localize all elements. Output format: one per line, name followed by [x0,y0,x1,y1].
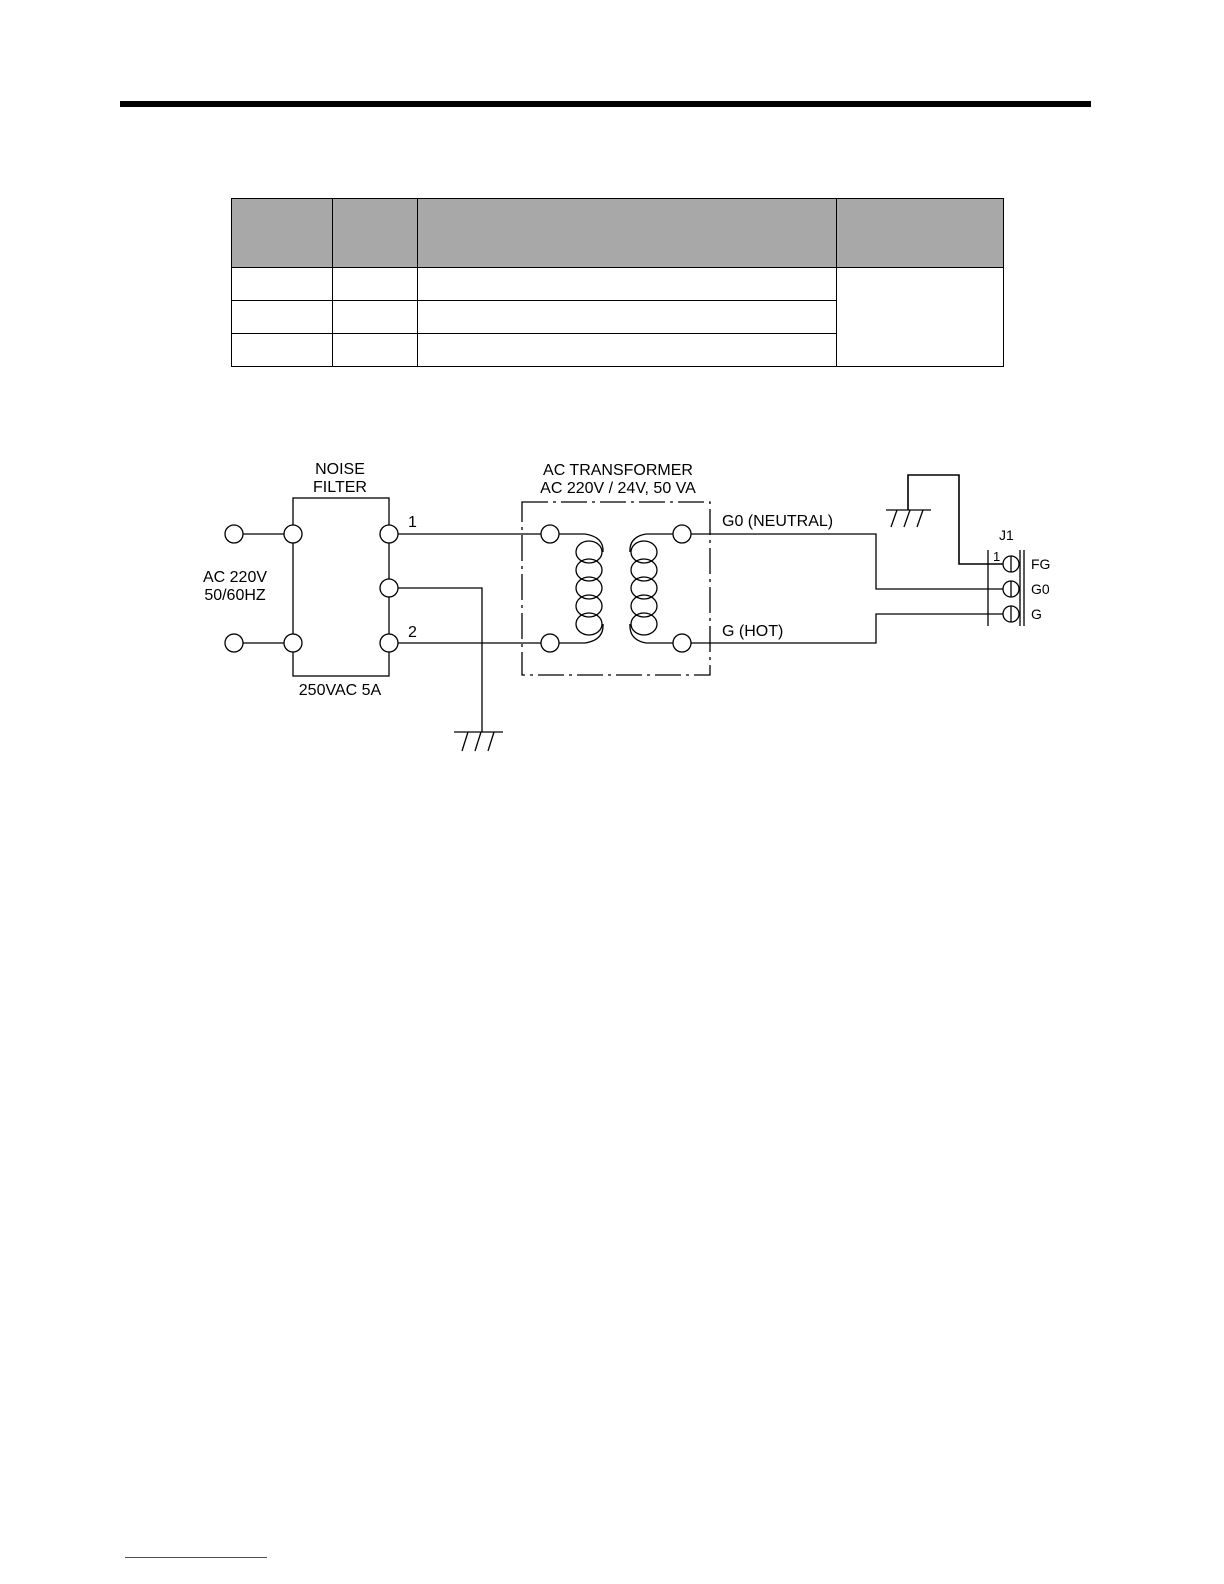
j1-pin-number: 1 [993,549,1001,564]
noise-filter-title-1: NOISE [315,461,365,478]
neutral-output-label: G0 (NEUTRAL) [722,513,834,530]
j1-pin-fg: FG [1031,556,1051,572]
header-rule [120,101,1091,107]
j1-pin-g0: G0 [1031,581,1050,597]
primary-coil [576,534,603,643]
ground-symbol-filter [454,732,503,751]
table-cell [232,334,333,367]
transformer-primary-terminal-bottom [541,634,559,652]
table-header-cell [837,199,1004,268]
table-cell-merged [837,268,1004,367]
j1-label: J1 [999,527,1014,543]
transformer-primary-terminal-top [541,525,559,543]
filter-terminal-1 [380,525,398,543]
table-header-cell [333,199,418,268]
filter-pin-1-label: 1 [408,514,417,531]
table-header-row [232,199,1004,268]
noise-filter-title-2: FILTER [313,479,367,496]
transformer-secondary-terminal-bottom [673,634,691,652]
noise-filter-box [293,498,389,676]
noise-filter-rating: 250VAC 5A [298,682,382,699]
table-header-cell [418,199,837,268]
table-row [232,268,1004,301]
secondary-coil [630,534,657,643]
table-cell [232,268,333,301]
ac-input-terminal-top [225,525,243,543]
table-cell [333,268,418,301]
table-header-cell [232,199,333,268]
wiring-schematic [0,440,1224,780]
ac-input-label-2: 50/60HZ [204,587,266,604]
table-cell [418,268,837,301]
table-cell [232,301,333,334]
transformer-secondary-terminal-top [673,525,691,543]
ground-symbol-frame [886,510,931,527]
filter-terminal-2 [380,634,398,652]
table-cell [333,334,418,367]
neutral-wire [691,534,1004,589]
j1-pin-g: G [1031,606,1042,622]
table-cell [418,301,837,334]
table-cell [333,301,418,334]
footer-link-underline [125,1557,267,1558]
filter-pin-2-label: 2 [408,624,417,641]
transformer-title-1: AC TRANSFORMER [543,462,693,479]
table-cell [418,334,837,367]
filter-terminal-ground [380,579,398,597]
spec-table [231,198,1004,367]
ac-input-label-1: AC 220V [202,569,268,586]
ac-input-terminal-bottom [225,634,243,652]
hot-output-label: G (HOT) [722,623,784,640]
transformer-title-2: AC 220V / 24V, 50 VA [540,480,696,497]
